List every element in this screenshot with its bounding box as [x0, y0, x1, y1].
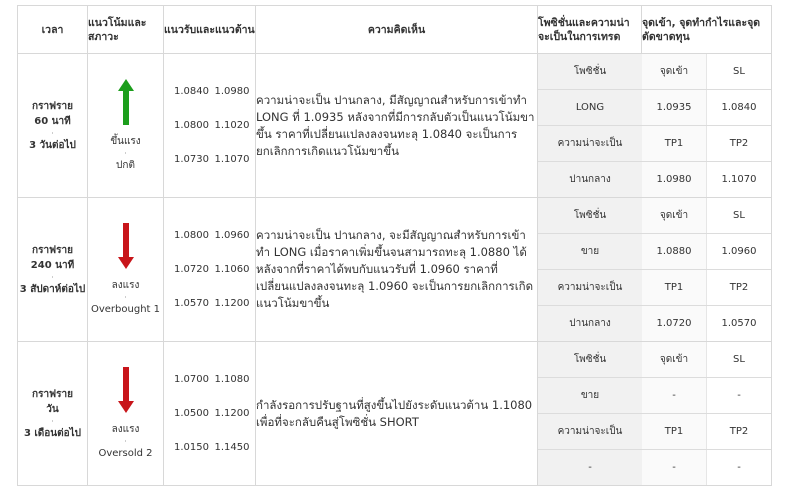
sr-pair [164, 143, 255, 177]
sr-pair [164, 363, 255, 397]
timeframe-label: กราฟราย [32, 244, 73, 256]
tp1-value: 1.0720 [642, 306, 707, 342]
entry-label: จุดเข้า [642, 54, 707, 90]
timeframe-period: วัน [46, 403, 59, 415]
probability-value: - [538, 450, 642, 486]
probability-label: ความน่าจะเป็น [538, 270, 642, 306]
trend-cell: ลงแรง · Oversold 2 [88, 342, 164, 486]
sr-pair [164, 219, 255, 253]
entry-value: 1.0880 [642, 234, 707, 270]
opinion-text: กำลังรอการปรับฐานที่สูงขึ้นไปยังระดับแนวต้าน 1.1080 เพื่อที่จะกลับคืนสู่โพซิชั่น SHORT [256, 342, 538, 486]
tp2-value: 1.0570 [707, 306, 772, 342]
timeframe-cell: กราฟราย วัน · 3 เดือนต่อไป [18, 342, 88, 486]
trend-strength: ลงแรง [111, 423, 140, 435]
header-row [18, 6, 772, 54]
header-position: โพซิชั่นและความน่าจะเป็นในการเทรด [538, 6, 642, 54]
sl-value: - [707, 378, 772, 414]
tp2-label: TP2 [707, 270, 772, 306]
sl-value: 1.0960 [707, 234, 772, 270]
support-value: 1.0730 [174, 154, 209, 165]
sr-pair [164, 431, 255, 465]
tp2-label: TP2 [707, 414, 772, 450]
position-table [538, 54, 771, 197]
forecast-table [17, 5, 772, 486]
header-opinion: ความคิดเห็น [256, 6, 538, 54]
table-row [18, 198, 772, 342]
timeframe-cell: กราฟราย 60 นาที · 3 วันต่อไป [18, 54, 88, 198]
entry-value: 1.0935 [642, 90, 707, 126]
probability-value: ปานกลาง [538, 162, 642, 198]
support-value: 1.0700 [174, 374, 209, 385]
sr-pair [164, 109, 255, 143]
support-resistance-cell [164, 54, 256, 198]
position-label: โพซิชั่น [538, 54, 642, 90]
tp2-value: 1.1070 [707, 162, 772, 198]
support-value: 1.0840 [174, 86, 209, 97]
position-value: ขาย [538, 378, 642, 414]
arrow-up-icon [118, 79, 134, 125]
entry-label: จุดเข้า [642, 198, 707, 234]
arrow-down-icon [118, 223, 134, 269]
support-value: 1.0800 [174, 120, 209, 131]
position-label: โพซิชั่น [538, 342, 642, 378]
resistance-value: 1.1020 [214, 120, 250, 131]
resistance-value: 1.1200 [214, 408, 250, 419]
trend-strength: ลงแรง [111, 279, 140, 291]
timeframe-horizon: 3 สัปดาห์ต่อไป [19, 283, 86, 295]
timeframe-period: 60 นาที [34, 115, 71, 127]
support-value: 1.0720 [174, 264, 209, 275]
timeframe-label: กราฟราย [32, 388, 73, 400]
support-value: 1.0570 [174, 298, 209, 309]
timeframe-period: 240 นาที [30, 259, 75, 271]
sr-pair [164, 253, 255, 287]
resistance-value: 1.1080 [214, 374, 250, 385]
table-row [18, 342, 772, 486]
support-value: 1.0500 [174, 408, 209, 419]
position-table [538, 198, 771, 341]
position-value: LONG [538, 90, 642, 126]
trend-condition: ปกติ [116, 159, 135, 171]
entry-label: จุดเข้า [642, 342, 707, 378]
position-cell [538, 342, 772, 486]
header-entry-exit: จุดเข้า, จุดทำกำไรและจุดตัดขาดทุน [642, 6, 772, 54]
position-cell [538, 198, 772, 342]
support-value: 1.0800 [174, 230, 209, 241]
tp1-label: TP1 [642, 270, 707, 306]
sl-label: SL [707, 342, 772, 378]
header-trend: แนวโน้มและสภาวะ [88, 6, 164, 54]
sr-pair [164, 75, 255, 109]
support-resistance-cell [164, 198, 256, 342]
header-time: เวลา [18, 6, 88, 54]
position-table [538, 342, 771, 485]
resistance-value: 1.1070 [214, 154, 250, 165]
support-resistance-cell [164, 342, 256, 486]
probability-label: ความน่าจะเป็น [538, 414, 642, 450]
position-label: โพซิชั่น [538, 198, 642, 234]
entry-value: - [642, 378, 707, 414]
resistance-value: 1.1060 [214, 264, 250, 275]
position-value: ขาย [538, 234, 642, 270]
table-row [18, 54, 772, 198]
resistance-value: 1.0960 [214, 230, 250, 241]
position-cell [538, 54, 772, 198]
tp2-value: - [707, 450, 772, 486]
sl-value: 1.0840 [707, 90, 772, 126]
header-support-resistance: แนวรับและแนวต้าน [164, 6, 256, 54]
probability-value: ปานกลาง [538, 306, 642, 342]
opinion-text: ความน่าจะเป็น ปานกลาง, มีสัญญาณสำหรับการเข้าทำ LONG ที่ 1.0935 หลังจากที่มีการกลับตัวเป็นแนวโน้มขาขึ้น ราคาที่เปลี่ยนแปลงลงจนทะลุ 1.0840 จะเป็นการยกเลิกการเกิดแนวโน้มขาขึ้น [256, 54, 538, 198]
resistance-value: 1.1200 [214, 298, 250, 309]
trend-condition: Oversold 2 [98, 447, 153, 459]
resistance-value: 1.0980 [214, 86, 250, 97]
tp1-label: TP1 [642, 414, 707, 450]
timeframe-horizon: 3 เดือนต่อไป [23, 427, 82, 439]
probability-label: ความน่าจะเป็น [538, 126, 642, 162]
tp1-value: 1.0980 [642, 162, 707, 198]
trend-cell: ลงแรง · Overbought 1 [88, 198, 164, 342]
tp1-value: - [642, 450, 707, 486]
trend-cell: ขึ้นแรง · ปกติ [88, 54, 164, 198]
tp2-label: TP2 [707, 126, 772, 162]
tp1-label: TP1 [642, 126, 707, 162]
support-value: 1.0150 [174, 442, 209, 453]
opinion-text: ความน่าจะเป็น ปานกลาง, จะมีสัญญาณสำหรับการเข้าทำ LONG เมื่อราคาเพิ่มขึ้นจนสามารถทะลุ 1.0880 ได้หลังจากที่ราคาได้พบกับแนวรับที่ 1.0960 ราคาที่เปลี่ยนแปลงลงจนทะลุ 1.0960 จะเป็นการยกเลิกการเกิดแนวโน้มขาขึ้น [256, 198, 538, 342]
trend-strength: ขึ้นแรง [110, 135, 141, 147]
sr-pair [164, 397, 255, 431]
resistance-value: 1.1450 [214, 442, 250, 453]
timeframe-horizon: 3 วันต่อไป [29, 139, 76, 151]
timeframe-cell: กราฟราย 240 นาที · 3 สัปดาห์ต่อไป [18, 198, 88, 342]
sl-label: SL [707, 198, 772, 234]
timeframe-label: กราฟราย [32, 100, 73, 112]
arrow-down-icon [118, 367, 134, 413]
sl-label: SL [707, 54, 772, 90]
trend-condition: Overbought 1 [90, 303, 160, 315]
sr-pair [164, 287, 255, 321]
